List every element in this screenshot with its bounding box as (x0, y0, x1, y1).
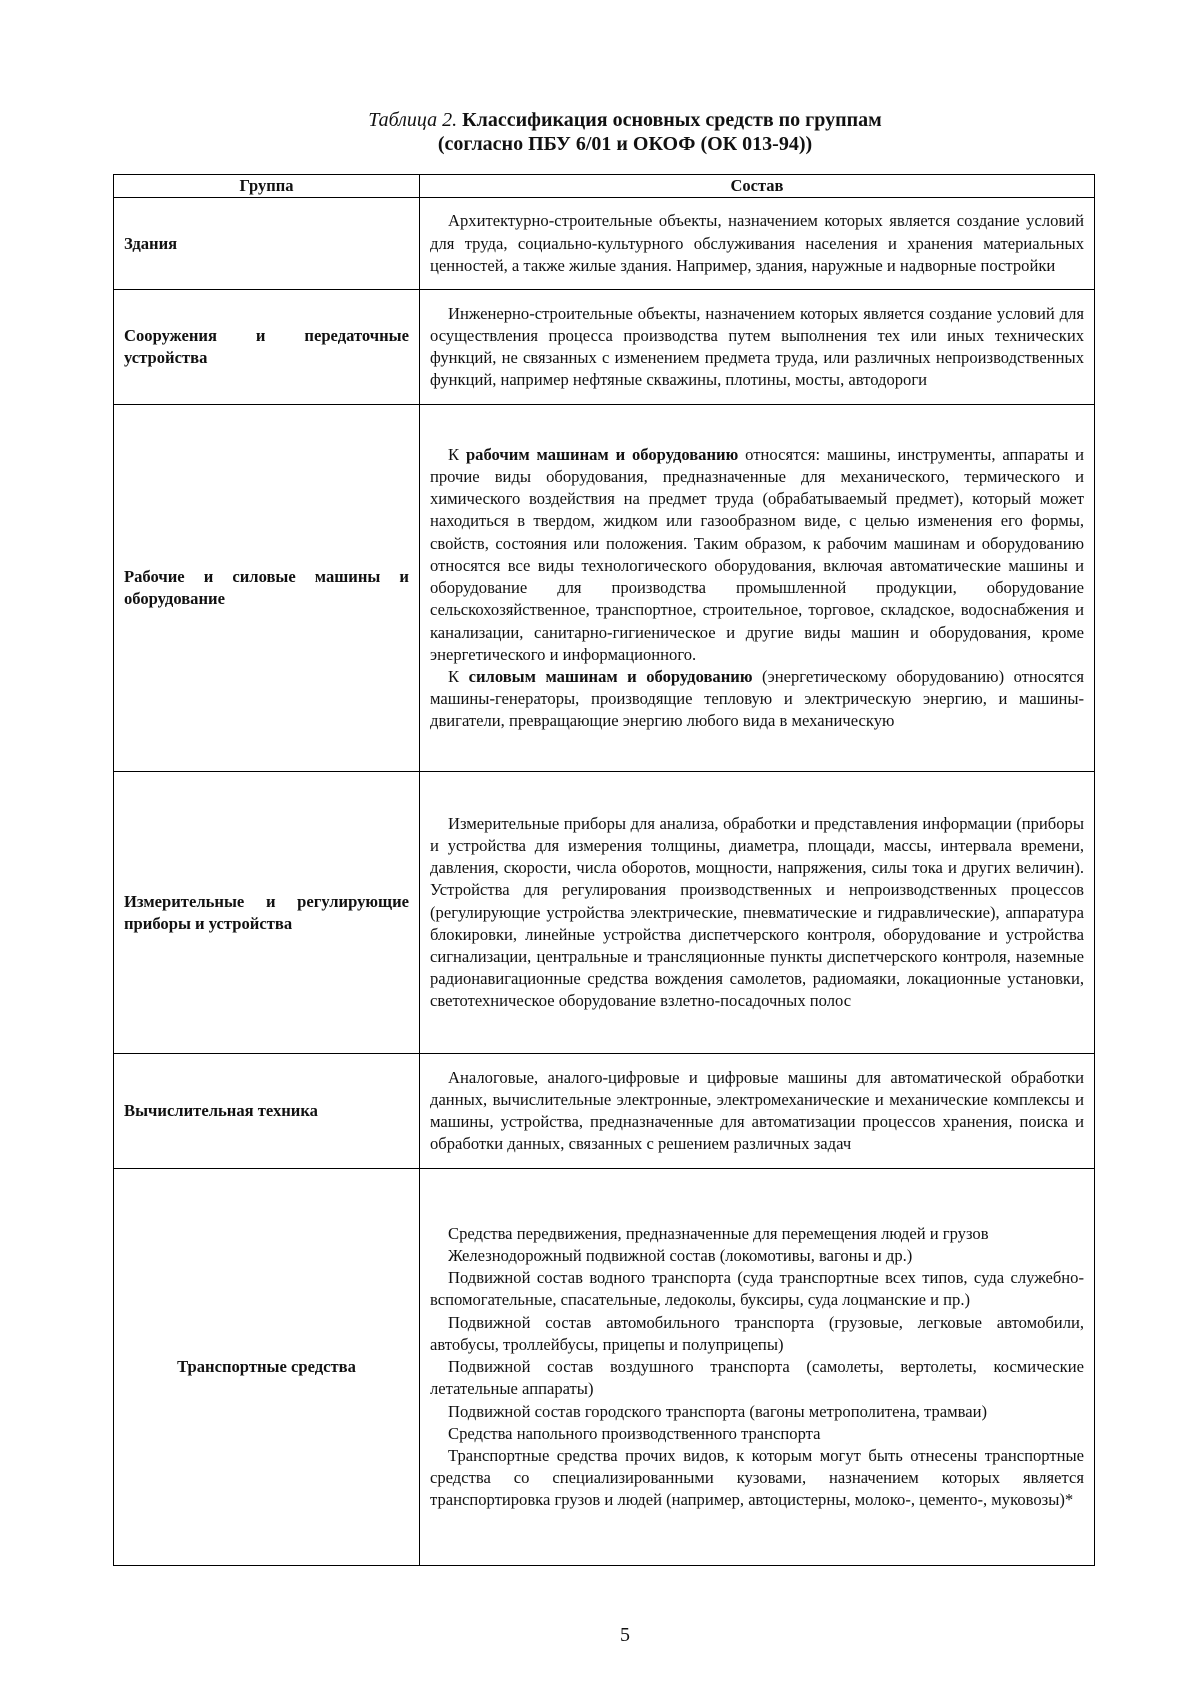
list-item: Железнодорожный подвижной состав (локомотивы, вагоны и др.) (448, 1246, 913, 1266)
list-item: Средства передвижения, предназначенные для перемещения людей и грузов (448, 1223, 989, 1243)
text-fragment: К (448, 444, 460, 464)
group-cell: Здания (114, 198, 420, 290)
list-item: Средства напольного производственного транспорта (448, 1423, 821, 1443)
caption-subtitle: (согласно ПБУ 6/01 и ОКОФ (ОК 013-94)) (437, 133, 813, 155)
group-cell: Транспортные средства (114, 1169, 420, 1566)
table-header-row (114, 175, 1095, 198)
group-cell: Измерительные и регулирующие приборы и устройства (114, 772, 420, 1054)
content-paragraph: Аналоговые, аналого-цифровые и цифровые машины для автоматической обработки данных, вычислительные электронные, электромеханические и механические комплексы и машины, устройства, предназначенные для автоматизации процессов хранения, поиска и обработки данных, связанных с решением различных задач (430, 1067, 1084, 1154)
content-cell (420, 1054, 1095, 1169)
table-row (114, 290, 1095, 405)
content-paragraph (430, 666, 1084, 733)
content-paragraph: Измерительные приборы для анализа, обработки и представления информации (приборы и устройства для измерения толщины, диаметра, площади, массы, интервала времени, давления, скорости, числа оборотов, мощности, напряжения, силы тока и других величин). Устройства для регулирования производственных и непроизводственных процессов (регулирующие устройства электрические, пневматические и гидравлические), аппаратура блокировки, линейные устройства диспетчерского контроля, оборудование и устройства сигнализации, центральные и трансляционные пункты диспетчерского контроля, наземные радионавигационные средства вождения самолетов, радиомаяки, локационные установки, светотехническое оборудование взлетно-посадочных полос (430, 813, 1084, 1011)
caption-prefix: Таблица 2. (368, 109, 458, 131)
content-paragraph: Архитектурно-строительные объекты, назначением которых является создание условий для труда, социально-культурного обслуживания населения и хранения материальных ценностей, а также жилые здания. Например, здания, наружные и надворные постройки (430, 211, 1084, 275)
text-fragment: (энергетическому оборудованию) относятся машины-генераторы, производящие тепловую и электрическую энергию, и машины-двигатели, превращающие энергию любого вида в механическую (430, 666, 1084, 731)
content-cell (420, 290, 1095, 405)
bold-term: силовым машинам и оборудованию (468, 666, 753, 686)
content-cell (420, 772, 1095, 1054)
page-number: 5 (620, 1624, 630, 1646)
table-row (114, 198, 1095, 290)
list-item: Подвижной состав водного транспорта (суда транспортные всех типов, суда служебно-вспомогательные, спасательные, ледоколы, буксиры, суда лоцманские и пр.) (430, 1268, 1084, 1310)
header-content: Состав (420, 175, 1095, 198)
content-paragraph: Инженерно-строительные объекты, назначением которых является создание условий для осуществления процесса производства путем выполнения тех или иных технических функций, не связанных с изменением предмета труда, или различных непроизводственных функций, например нефтяные скважины, плотины, мосты, автодороги (430, 303, 1084, 390)
caption-line-2 (0, 132, 1200, 156)
group-cell: Рабочие и силовые машины и оборудование (114, 405, 420, 772)
bold-term: рабочим машинам и оборудованию (465, 444, 739, 464)
content-paragraph (430, 444, 1084, 666)
list-item: Подвижной состав городского транспорта (вагоны метрополитена, трамваи) (448, 1401, 987, 1421)
table-row (114, 1169, 1095, 1566)
content-cell (420, 198, 1095, 290)
table-caption (0, 108, 1200, 156)
classification-table (113, 174, 1095, 1566)
caption-line-1 (0, 108, 1200, 132)
list-item: Транспортные средства прочих видов, к которым могут быть отнесены транспортные средства со специализированными кузовами, назначением которых является транспортировка грузов и людей (например, автоцистерны, молоко-, цементо-, муковозы)* (430, 1445, 1084, 1510)
table-row (114, 1054, 1095, 1169)
list-item: Подвижной состав воздушного транспорта (самолеты, вертолеты, космические летательные аппараты) (430, 1357, 1084, 1399)
text-fragment: относятся: машины, инструменты, аппараты и прочие виды оборудования, предназначенные для механического, термического и химического воздействия на предмет труда (обрабатываемый предмет), который может находиться в твердом, жидком или газообразном виде, с целью изменения его формы, свойств, состояния или положения. Таким образом, к рабочим машинам и оборудованию относятся все виды технологического оборудования, включая автоматические машины и оборудование для производства промышленной продукции, оборудование сельскохозяйственное, транспортное, строительное, торговое, складское, водоснабжения и канализации, санитарно-гигиеническое и другие виды машин и оборудования, кроме энергетического и информационного. (430, 444, 1085, 664)
text-fragment: К (448, 666, 460, 686)
header-group: Группа (114, 175, 420, 198)
table-row (114, 772, 1095, 1054)
content-cell (420, 1169, 1095, 1566)
caption-title: Классификация основных средств по группам (462, 109, 882, 131)
table-row (114, 405, 1095, 772)
group-cell: Сооружения и передаточные устройства (114, 290, 420, 405)
content-cell (420, 405, 1095, 772)
group-cell: Вычислительная техника (114, 1054, 420, 1169)
list-item: Подвижной состав автомобильного транспорта (грузовые, легковые автомобили, автобусы, троллейбусы, прицепы и полуприцепы) (430, 1312, 1084, 1354)
